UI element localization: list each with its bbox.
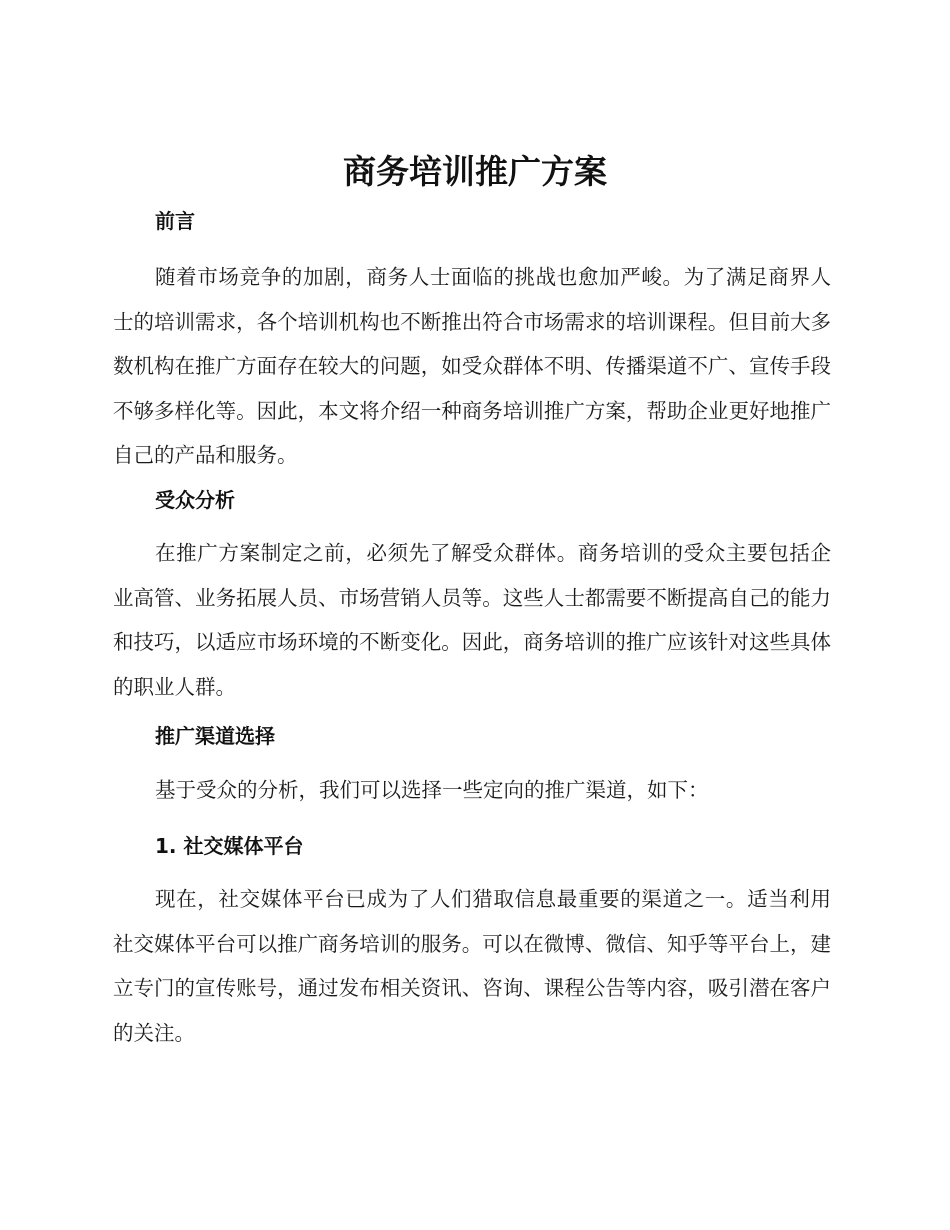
section-paragraph-audience-analysis: 在推广方案制定之前，必须先了解受众群体。商务培训的受众主要包括企业高管、业务拓展人员、市场营销人员等。这些人士都需要不断提高自己的能力和技巧，以适应市场环境的不断变化。因此，商务培训的推广应该针对这些具体的职业人群。	[113, 541, 831, 699]
section-paragraph-preface: 随着市场竞争的加剧，商务人士面临的挑战也愈加严峻。为了满足商界人士的培训需求，各个培训机构也不断推出符合市场需求的培训课程。但目前大多数机构在推广方面存在较大的问题，如受众群体不明、传播渠道不广、宣传手段不够多样化等。因此，本文将介绍一种商务培训推广方案，帮助企业更好地推广自己的产品和服务。	[113, 265, 831, 467]
document-title: 商务培训推广方案	[343, 152, 607, 191]
section-heading-channel-selection: 推广渠道选择	[155, 724, 275, 748]
section-paragraph-channel-selection: 基于受众的分析，我们可以选择一些定向的推广渠道，如下：	[155, 778, 709, 802]
section-paragraph-social-media: 现在，社交媒体平台已成为了人们猎取信息最重要的渠道之一。适当利用社交媒体平台可以推广商务培训的服务。可以在微博、微信、知乎等平台上，建立专门的宣传账号，通过发布相关资讯、咨询、课程公告等内容，吸引潜在客户的关注。	[113, 887, 831, 1045]
section-heading-preface: 前言	[155, 209, 195, 233]
section-heading-audience-analysis: 受众分析	[155, 488, 235, 512]
section-heading-social-media: 1. 社交媒体平台	[155, 834, 304, 858]
